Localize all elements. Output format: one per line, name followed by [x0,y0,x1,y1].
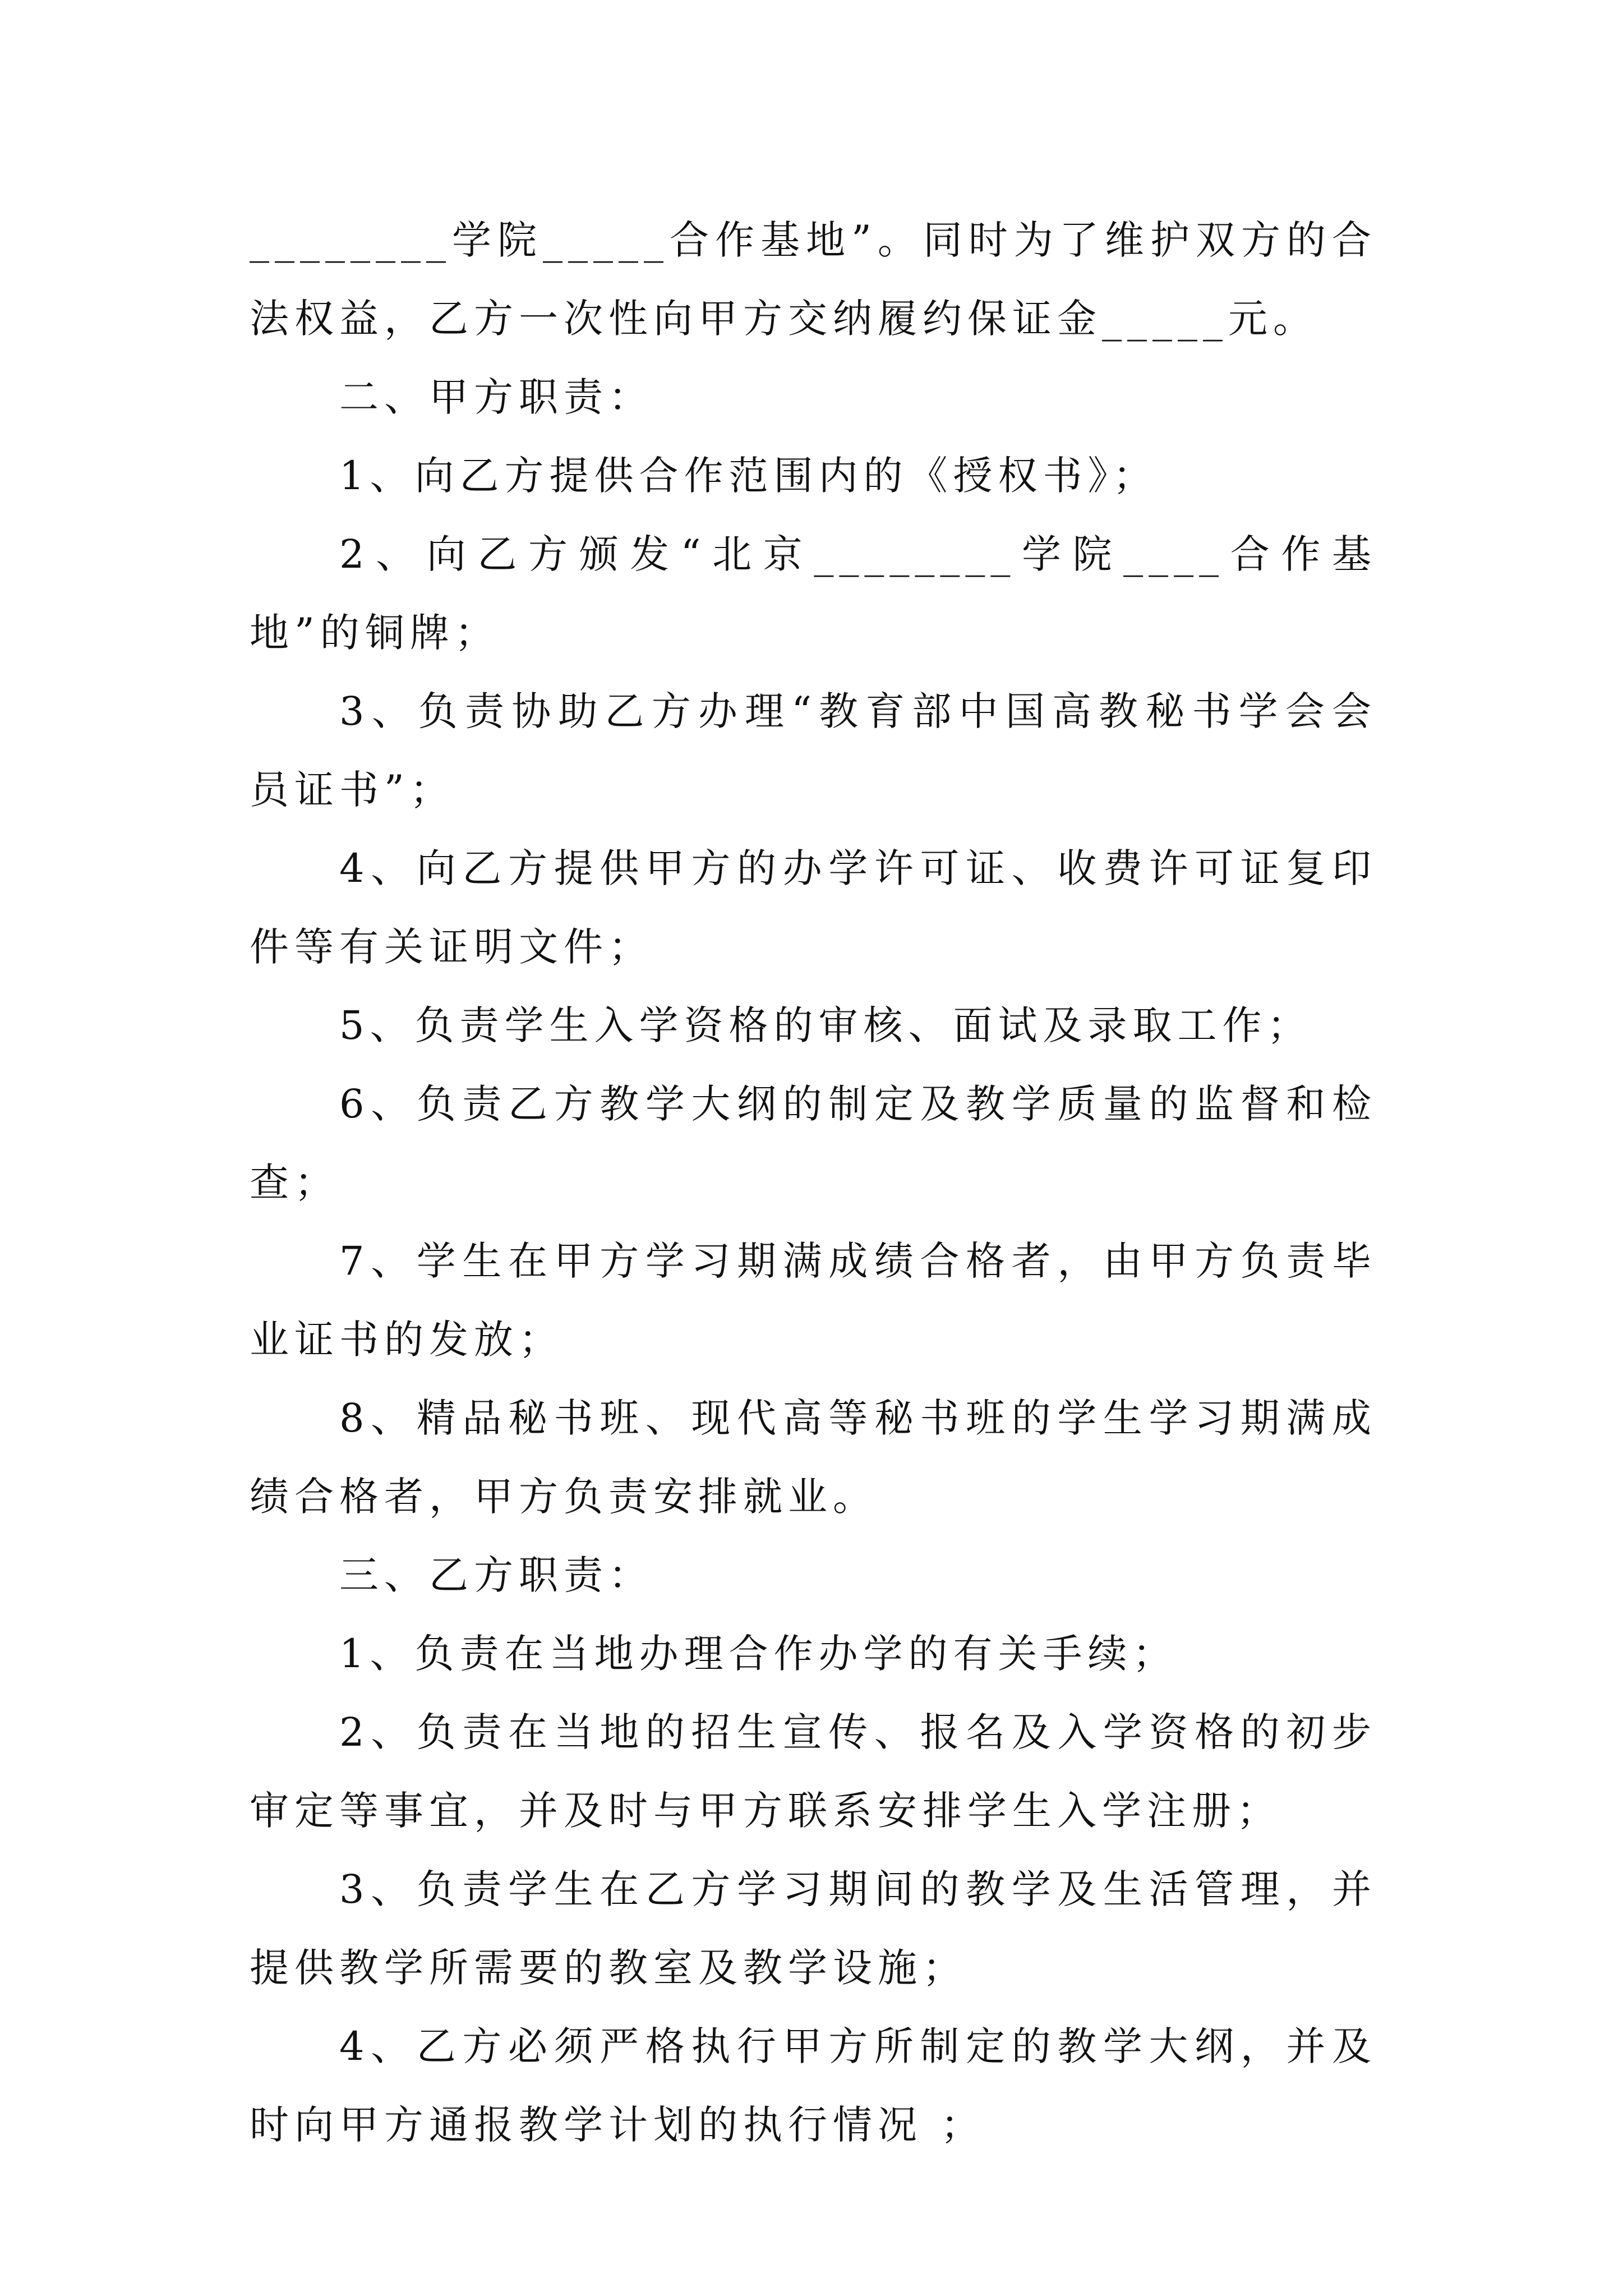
party-a-item-1: 1、向乙方提供合作范围内的《授权书》； [339,453,1158,499]
paragraph-continuation: ________学院_____合作基地”。同时为了维护双方的合法权益，乙方一次性向甲方交纳履约保证金_____元。 [250,217,1377,342]
party-a-item-5: 5、负责学生入学资格的审核、面试及录取工作； [339,1002,1312,1048]
party-a-item-6: 6、负责乙方教学大纲的制定及教学质量的监督和检查； [250,1081,1377,1205]
party-b-item-3: 3、负责学生在乙方学习期间的教学及生活管理，并提供教学所需要的教室及教学设施； [250,1866,1377,1991]
party-b-item-4: 4、乙方必须严格执行甲方所制定的教学大纲，并及时向甲方通报教学计划的执行情况 ； [250,2023,1377,2148]
party-a-item-3: 3、负责协助乙方办理“教育部中国高教秘书学会会员证书”； [250,688,1377,813]
section-heading-party-b-duties: 三、乙方职责： [339,1552,653,1598]
party-a-item-4: 4、向乙方提供甲方的办学许可证、收费许可证复印件等有关证明文件； [250,845,1377,970]
document-body [250,201,1377,2164]
party-a-item-2: 2、向乙方颁发“北京________学院____合作基地”的铜牌； [250,531,1377,656]
section-heading-party-a-duties: 二、甲方职责： [339,374,653,420]
party-b-item-1: 1、负责在当地办理合作办学的有关手续； [339,1631,1178,1677]
party-b-item-2: 2、负责在当地的招生宣传、报名及入学资格的初步审定等事宜，并及时与甲方联系安排学生入学注册； [250,1709,1377,1834]
party-a-item-7: 7、学生在甲方学习期满成绩合格者，由甲方负责毕业证书的发放； [250,1238,1377,1363]
party-a-item-8: 8、精品秘书班、现代高等秘书班的学生学习期满成绩合格者，甲方负责安排就业。 [250,1395,1377,1520]
